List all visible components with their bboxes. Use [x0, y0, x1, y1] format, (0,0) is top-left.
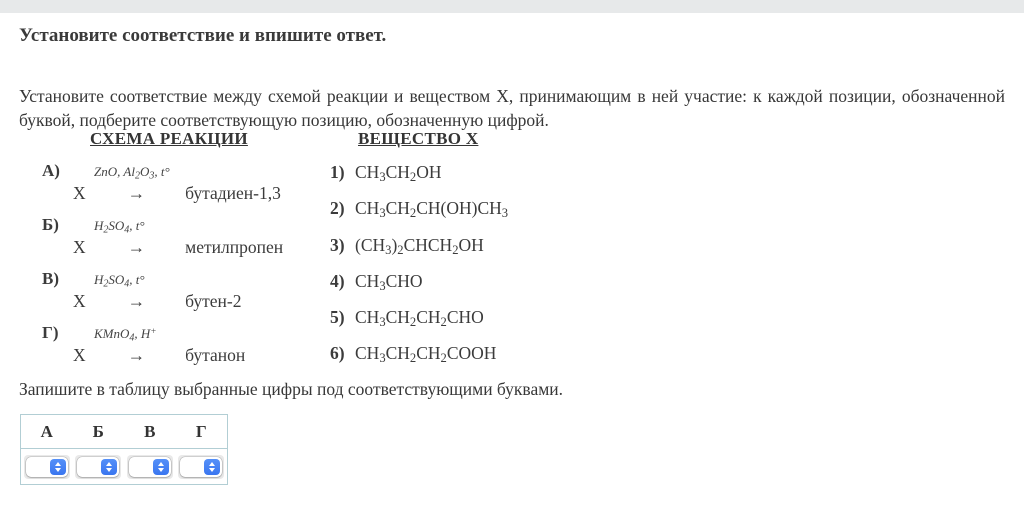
reactant-x: X — [73, 291, 86, 311]
write-answers-instruction: Запишите в таблицу выбранные цифры под соответствующими буквами. — [19, 379, 564, 399]
substance-number: 4) — [330, 270, 345, 291]
answer-cell-a — [21, 455, 73, 479]
answer-cell-g — [176, 455, 228, 479]
substance-item-5 — [330, 307, 508, 343]
reaction-label: А) — [42, 161, 60, 180]
reactant-x: X — [73, 237, 86, 257]
reaction-row-g — [42, 323, 342, 366]
answer-select-b[interactable] — [75, 455, 121, 479]
substance-number: 6) — [330, 343, 345, 364]
substance-number: 5) — [330, 307, 345, 328]
reaction-label: Б) — [42, 215, 59, 234]
reaction-product: метилпропен — [185, 237, 284, 257]
reactant-x: X — [73, 183, 86, 203]
reaction-product: бутен-2 — [185, 291, 242, 311]
answer-header-b: Б — [92, 422, 104, 441]
answer-cell-b — [73, 455, 125, 479]
reactant-x: X — [73, 345, 86, 365]
answer-table — [20, 414, 228, 485]
substance-formula: $CH_3CH_2CH(OH)CH_3$ — [355, 198, 509, 221]
answer-select-v[interactable] — [127, 455, 173, 479]
reaction-conditions: $H_2SO_4$, t° — [94, 218, 145, 236]
task-instructions: Установите соответствие между схемой реакции и веществом X, принимающим в ней участие: к каждой позиции, обозначенной буквой, подберите соответствующую позицию, обозначенную цифрой. — [19, 85, 1005, 130]
substance-item-4 — [330, 271, 508, 307]
substance-number: 1) — [330, 162, 345, 182]
reaction-product: бутанон — [185, 345, 246, 365]
reaction-conditions: ZnO, $Al_2O_3$, t° — [94, 164, 170, 182]
reaction-label: В) — [42, 269, 59, 288]
reaction-arrow-icon: → — [127, 183, 146, 203]
reaction-row-v — [42, 269, 342, 312]
substance-item-1 — [330, 162, 508, 198]
substance-item-6 — [330, 343, 508, 379]
substance-formula: $CH_3CH_2OH$ — [355, 162, 442, 185]
top-bar — [0, 0, 1024, 13]
substance-formula: $CH_3CH_2CH_2CHO$ — [355, 307, 484, 330]
answer-header-v: В — [144, 422, 156, 441]
select-updown-chevrons-icon — [101, 459, 117, 475]
column-header-substance-x: ВЕЩЕСТВО X — [358, 129, 479, 148]
answer-select-g[interactable] — [178, 455, 224, 479]
page-title: Установите соответствие и впишите ответ. — [19, 25, 387, 46]
answer-table-header-row — [21, 415, 227, 449]
reaction-conditions: KMnO$_4$, H+ — [94, 326, 157, 344]
answer-header-g: Г — [195, 422, 207, 441]
substance-formula: $(CH_3)_2CHCH_2OH$ — [355, 234, 484, 257]
answer-select-a[interactable] — [24, 455, 70, 479]
reaction-conditions: $H_2SO_4$, t° — [94, 272, 145, 290]
substance-list — [330, 162, 508, 380]
substance-number: 3) — [330, 234, 345, 255]
select-updown-chevrons-icon — [50, 459, 66, 475]
substance-item-3 — [330, 235, 508, 271]
reaction-arrow-icon: → — [127, 345, 146, 365]
reaction-arrow-icon: → — [127, 237, 146, 257]
answer-table-select-row — [21, 449, 227, 484]
reaction-row-a — [42, 161, 342, 204]
substance-formula: $CH_3CH_2CH_2COOH$ — [355, 343, 497, 366]
substance-item-2 — [330, 198, 508, 234]
reaction-label: Г) — [42, 323, 59, 342]
reaction-row-b — [42, 215, 342, 258]
reaction-arrow-icon: → — [127, 291, 146, 311]
column-header-reaction-scheme: СХЕМА РЕАКЦИИ — [90, 129, 248, 148]
select-updown-chevrons-icon — [153, 459, 169, 475]
answer-cell-v — [124, 455, 176, 479]
select-updown-chevrons-icon — [204, 459, 220, 475]
answer-header-a: А — [40, 422, 53, 441]
substance-number: 2) — [330, 198, 345, 219]
substance-formula: $CH_3CHO$ — [355, 270, 423, 294]
reaction-product: бутадиен-1,3 — [185, 183, 281, 203]
